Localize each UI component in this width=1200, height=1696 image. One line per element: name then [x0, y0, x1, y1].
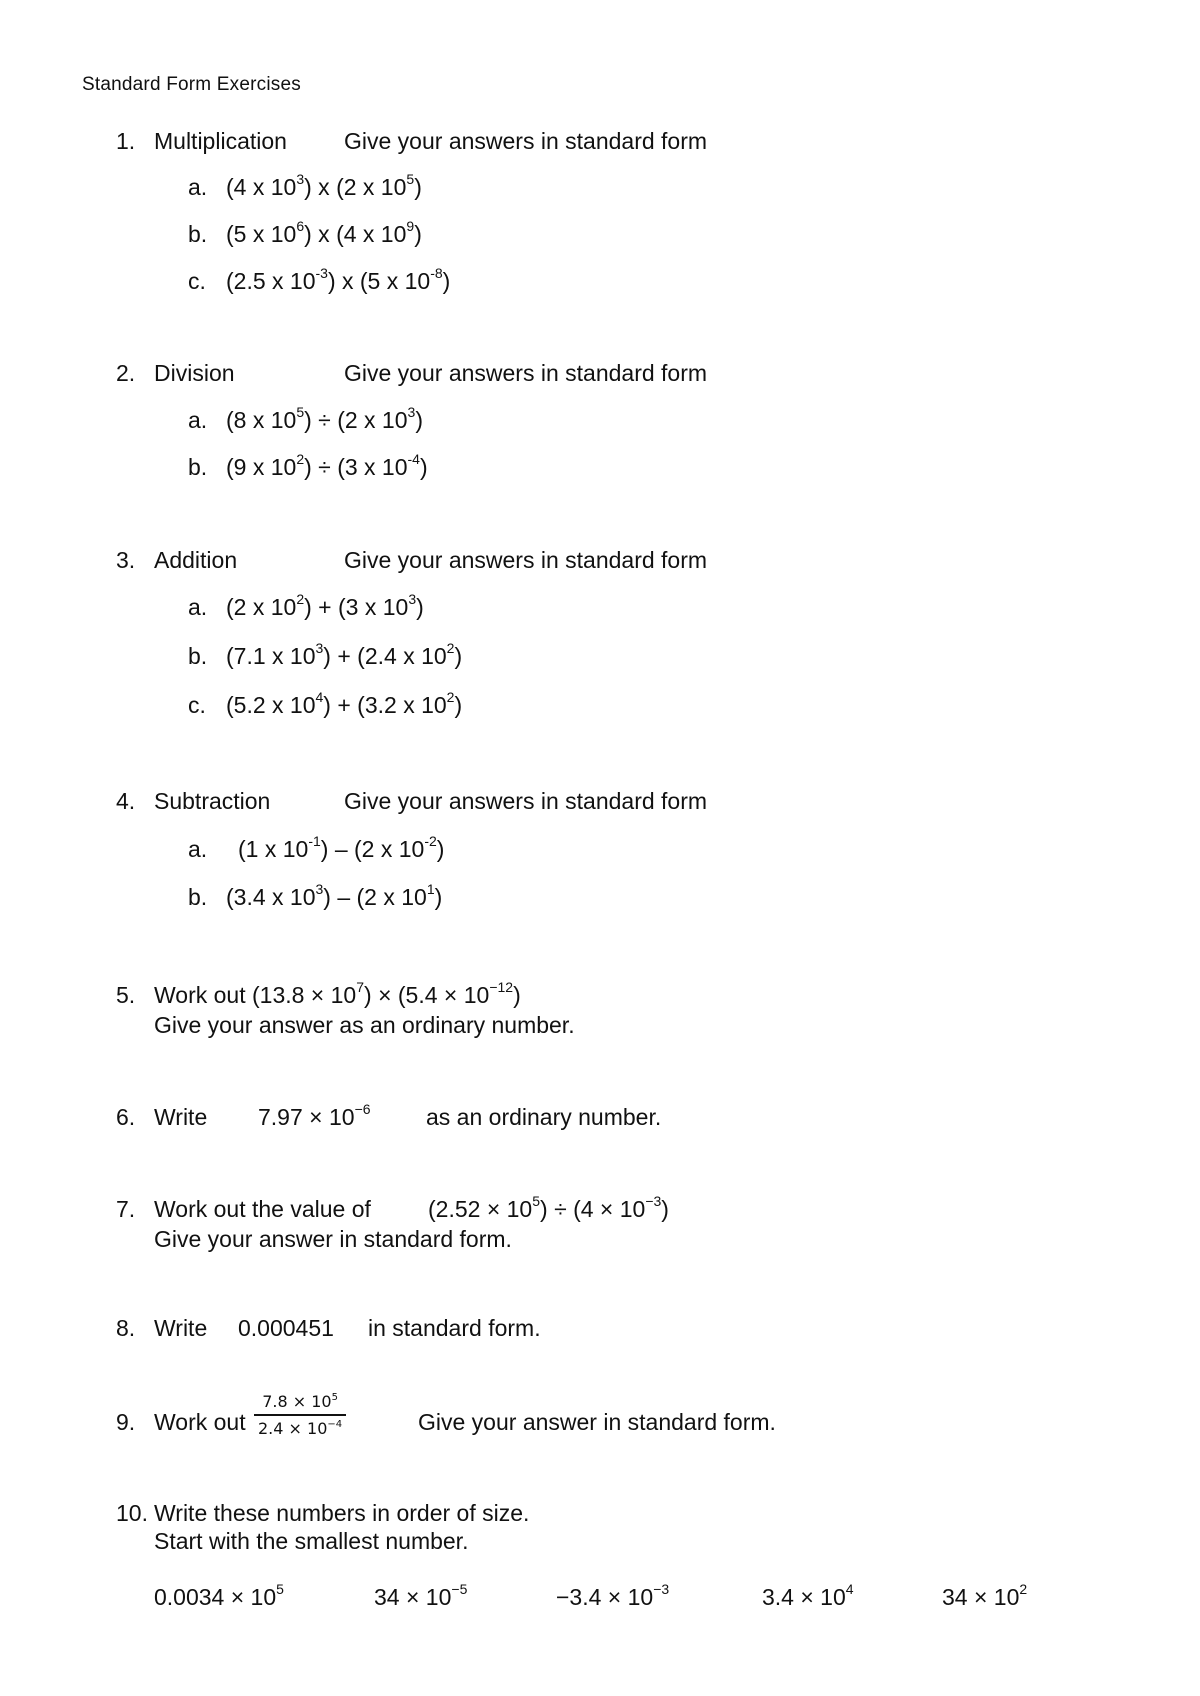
question-word: Write: [154, 1104, 208, 1130]
order-item: $0.0034 \times 10^5$: [154, 1581, 284, 1610]
question-3c: c. (5.2 x $10^4) + (3.2$ x $10^2$): [188, 689, 463, 718]
question-4b: b. (3.4 x $10^3) - (2$ x $10^1$): [188, 881, 443, 910]
question-text: Work out $(13.8 \times 10^7) \times (5.4 \times 10^{-12})$: [154, 979, 521, 1008]
question-1c: c. (2.5 x $10^{-3}$) x (5 x $10^{-8}$): [188, 265, 451, 294]
item-letter: a.: [188, 836, 208, 862]
question-1a: a. (4 x $10^3$) x (2 x $10^5$): [188, 171, 422, 200]
question-label: Addition: [154, 547, 238, 573]
question-text: Write these numbers in order of size.: [154, 1500, 530, 1526]
fraction-denominator: $2.4 \times 10^{-4}$: [258, 1418, 343, 1438]
item-letter: b.: [188, 643, 208, 669]
question-4-instruction: Give your answers in standard form: [344, 788, 708, 814]
question-2-instruction: Give your answers in standard form: [344, 360, 708, 386]
question-10: [116, 1498, 1016, 1560]
question-number: 2.: [116, 360, 136, 386]
question-6-expression: $7.97 \times 10^{-6}$: [258, 1101, 371, 1130]
question-1b: b. (5 x $10^6$) x (4 x $10^9$): [188, 218, 422, 247]
order-item: $34 \times 10^{-5}$: [374, 1581, 468, 1610]
item-letter: a.: [188, 594, 208, 620]
question-2b: b. (9 x $10^2) \div (3$ x $10^{-4}$): [188, 451, 428, 480]
item-letter: b.: [188, 884, 208, 910]
fraction-numerator: $7.8 \times 10^5$: [254, 1392, 346, 1416]
question-label: Multiplication: [154, 128, 287, 154]
question-9-tail: Give your answer in standard form.: [418, 1409, 776, 1435]
question-lead: Work out the value of: [154, 1196, 371, 1222]
order-item: $-3.4 \times 10^{-3}$: [556, 1581, 670, 1610]
item-letter: c.: [188, 268, 206, 294]
question-8-tail: in standard form.: [368, 1315, 541, 1341]
order-item: $3.4 \times 10^4$: [762, 1581, 854, 1610]
item-letter: b.: [188, 454, 208, 480]
question-7-expression: $(2.52 \times 10^5) \div (4 \times 10^{-3})$: [428, 1193, 669, 1222]
fraction-expression: [254, 1392, 346, 1438]
order-item: $34 \times 10^2$: [942, 1581, 1028, 1610]
question-number: 1.: [116, 128, 136, 154]
question-text-line2: Give your answer as an ordinary number.: [154, 1012, 575, 1038]
question-3-instruction: Give your answers in standard form: [344, 547, 708, 573]
question-number: 4.: [116, 788, 136, 814]
question-number: 5.: [116, 982, 136, 1008]
question-5: [116, 980, 1016, 1042]
question-word: Write: [154, 1315, 208, 1341]
item-letter: a.: [188, 407, 208, 433]
question-number: 10.: [116, 1500, 148, 1526]
question-3a: a. (2 x $10^2) + (3$ x $10^3$): [188, 591, 424, 620]
question-4a: a. (1 x $10^{-1}) - (2$ x $10^{-2}$): [188, 833, 445, 862]
question-6-tail: as an ordinary number.: [426, 1104, 662, 1130]
question-text-line2: Start with the smallest number.: [154, 1528, 469, 1554]
question-lead: Work out: [154, 1409, 246, 1435]
question-2a: a. (8 x $10^5) \div (2$ x $10^3$): [188, 404, 423, 433]
question-number: 3.: [116, 547, 136, 573]
question-3b: b. (7.1 x $10^3) + (2.4$ x $10^2$): [188, 640, 463, 669]
question-1-instruction: Give your answers in standard form: [344, 128, 708, 154]
item-letter: a.: [188, 174, 208, 200]
question-number: 8.: [116, 1315, 136, 1341]
item-letter: b.: [188, 221, 208, 247]
question-number: 9.: [116, 1409, 136, 1435]
question-number: 6.: [116, 1104, 136, 1130]
question-text-line2: Give your answer in standard form.: [154, 1226, 512, 1252]
page-title: Standard Form Exercises: [82, 74, 301, 95]
question-label: Subtraction: [154, 788, 271, 814]
item-letter: c.: [188, 692, 206, 718]
question-8-value: 0.000451: [238, 1315, 334, 1341]
question-number: 7.: [116, 1196, 136, 1222]
question-label: Division: [154, 360, 235, 386]
